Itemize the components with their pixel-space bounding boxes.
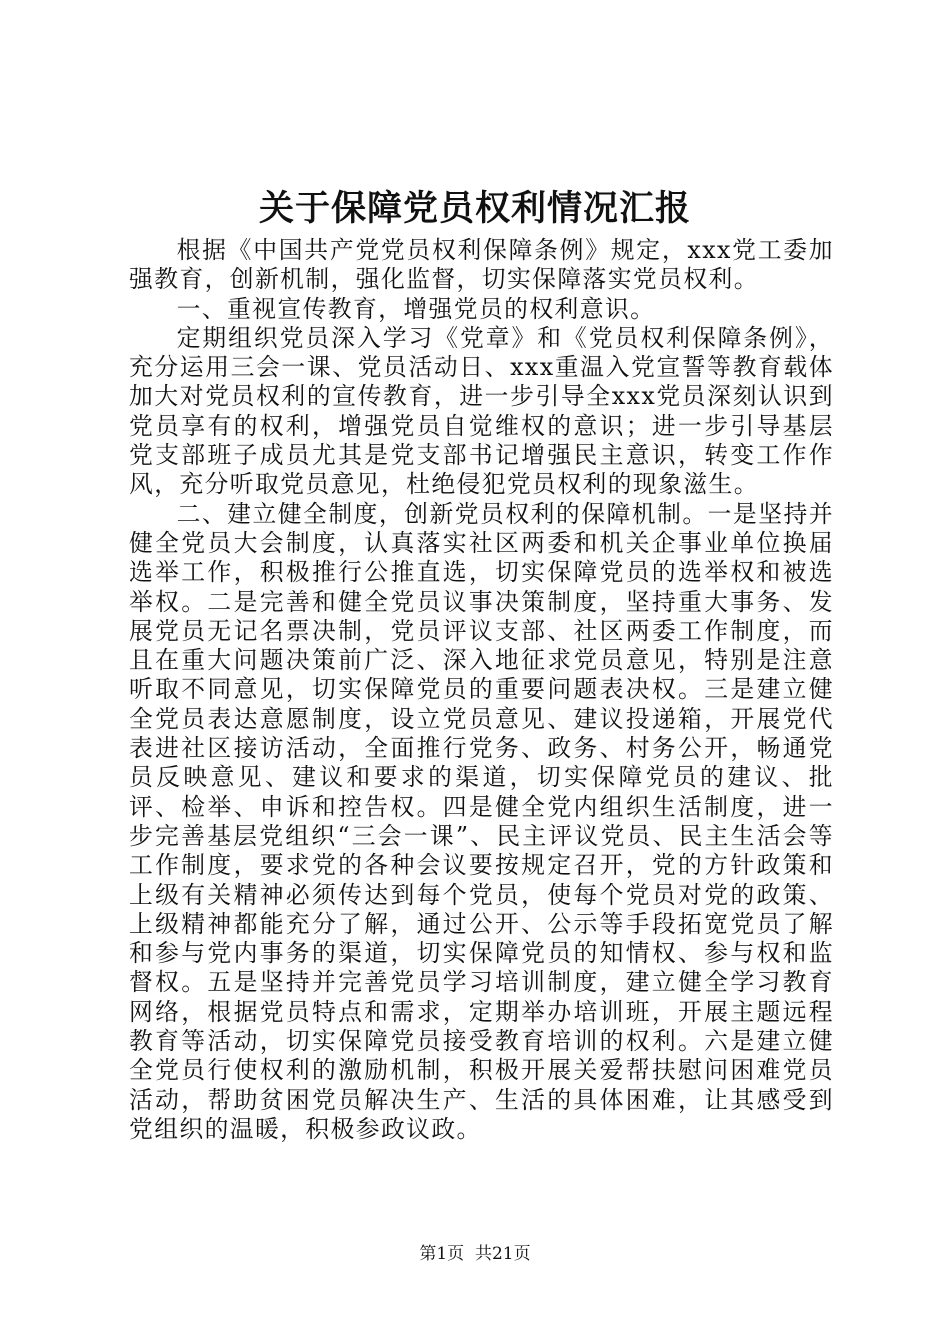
page-footer: 第1页 共21页 [419, 1244, 531, 1264]
section-2-paragraph: 二、建立健全制度，创新党员权利的保障机制。一是坚持并健全党员大会制度，认真落实社区两委和机关企事业单位换届选举工作，积极推行公推直选，切实保障党员的选举权和被选举权。二是完善和健全党员议事决策制度，坚持重大事务、发展党员无记名票决制，党员评议支部、社区两委工作制度，而且在重大问题决策前广泛、深入地征求党员意见，特别是注意听取不同意见，切实保障党员的重要问题表决权。三是建立健全党员表达意愿制度，设立党员意见、建议投递箱，开展党代表进社区接访活动，全面推行党务、政务、村务公开，畅通党员反映意见、建议和要求的渠道，切实保障党员的建议、批评、检举、申诉和控告权。四是健全党内组织生活制度，进一步完善基层党组织“三会一课”、民主评议党员、民主生活会等工作制度，要求党的各种会议要按规定召开，党的方针政策和上级有关精神必须传达到每个党员，使每个党员对党的政策、上级精神都能充分了解，通过公开、公示等手段拓宽党员了解和参与党内事务的渠道，切实保障党员的知情权、参与权和监督权。五是坚持并完善党员学习培训制度，建立健全学习教育网络，根据党员特点和需求，定期举办培训班，开展主题远程教育等活动，切实保障党员接受教育培训的权利。六是建立健全党员行使权利的激励机制，积极开展关爱帮扶慰问困难党员活动，帮助贫困党员解决生产、生活的具体困难，让其感受到党组织的温暖，积极参政议政。 [129, 499, 834, 1143]
section-1-heading: 一、重视宣传教育，增强党员的权利意识。 [176, 294, 656, 323]
intro-paragraph: 根据《中国共产党党员权利保障条例》规定，xxx党工委加强教育，创新机制，强化监督，切实保障落实党员权利。 [129, 236, 834, 294]
document-body [129, 236, 834, 1144]
section-1-paragraph: 定期组织党员深入学习《党章》和《党员权利保障条例》，充分运用三会一课、党员活动日、xxx重温入党宣誓等教育载体加大对党员权利的宣传教育，进一步引导全xxx党员深刻认识到党员享有的权利，增强党员自觉维权的意识；进一步引导基层党支部班子成员尤其是党支部书记增强民主意识，转变工作作风，充分听取党员意见，杜绝侵犯党员权利的现象滋生。 [129, 323, 834, 499]
document-title: 关于保障党员权利情况汇报 [258, 189, 691, 229]
